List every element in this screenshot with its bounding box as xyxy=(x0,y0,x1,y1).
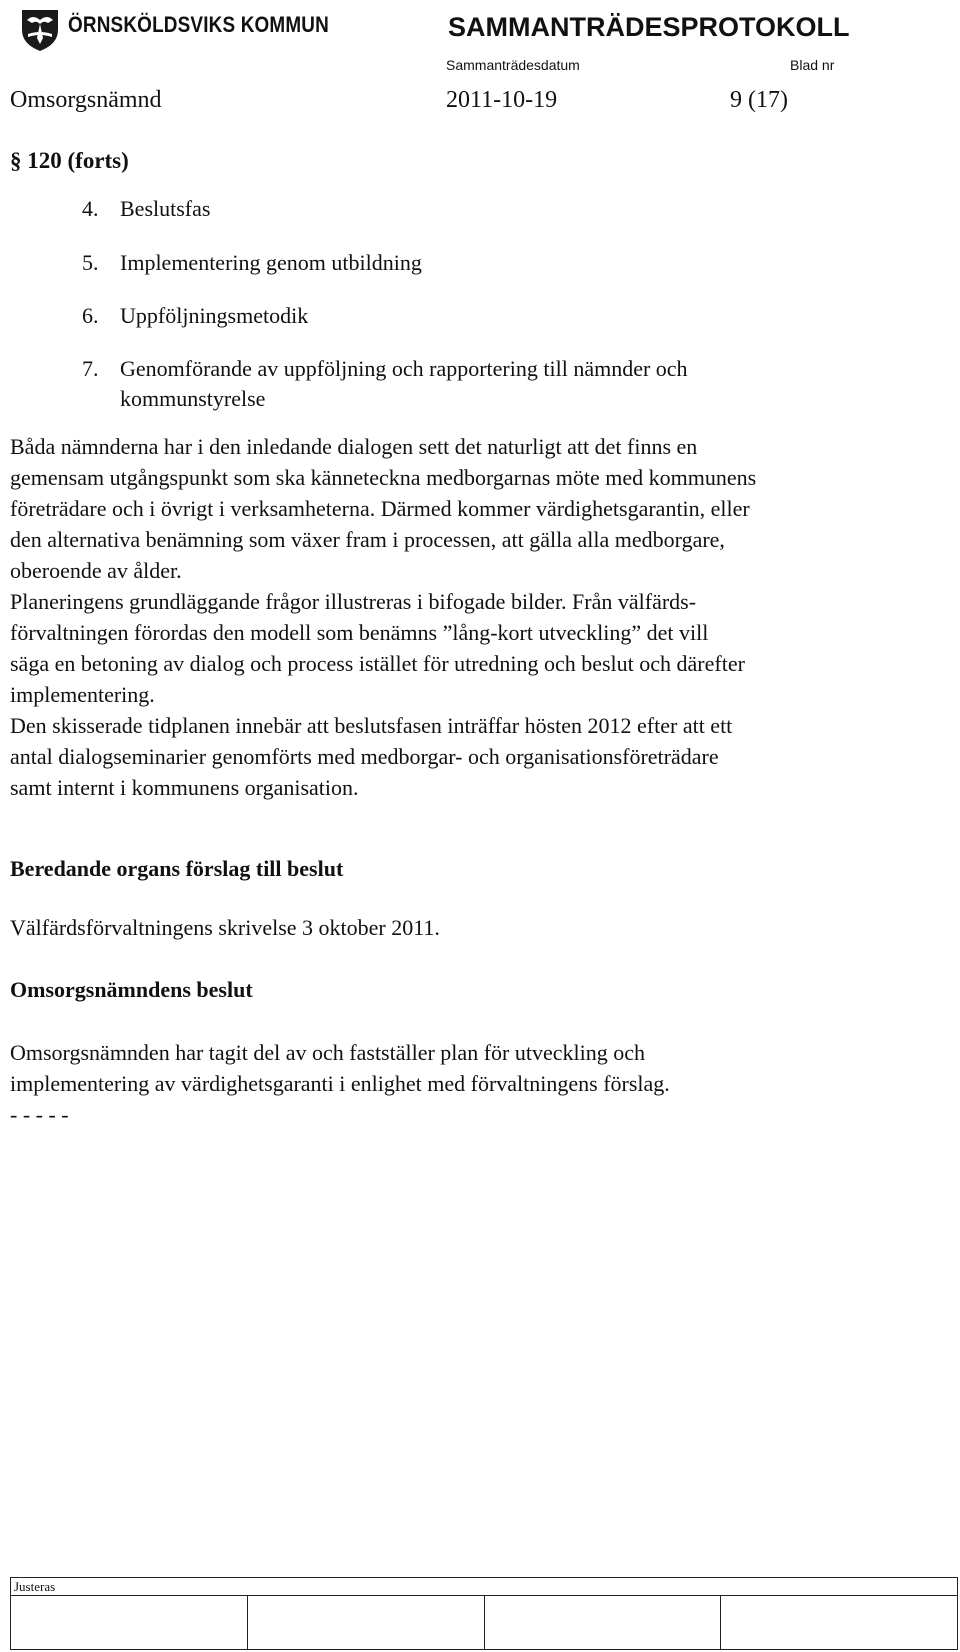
body-paragraph xyxy=(10,586,940,710)
section-symbol: § xyxy=(10,148,22,173)
list-item-number: 4. xyxy=(82,196,99,221)
coat-of-arms-icon xyxy=(18,8,62,52)
section-title xyxy=(10,148,129,174)
signature-cell xyxy=(247,1596,484,1650)
end-mark: - - - - - xyxy=(10,1102,69,1127)
municipality-name: ÖRNSKÖLDSVIKS KOMMUN xyxy=(68,12,329,37)
signature-cell xyxy=(721,1596,958,1650)
document-title: SAMMANTRÄDESPROTOKOLL xyxy=(448,12,850,42)
text-line: implementering av värdighetsgaranti i enlighet med förvaltningens förslag. xyxy=(10,1071,670,1096)
list-item-number: 7. xyxy=(82,356,99,381)
list-item-continuation: kommunstyrelse xyxy=(120,386,266,411)
list-item-number: 6. xyxy=(82,303,99,328)
signature-label: Justeras xyxy=(11,1578,958,1596)
decision-text xyxy=(10,1037,940,1130)
text-line: Båda nämnderna har i den inledande dialogen sett det naturligt att det finns en xyxy=(10,434,698,459)
signature-cell xyxy=(484,1596,721,1650)
signature-cell xyxy=(11,1596,248,1650)
text-line: oberoende av ålder. xyxy=(10,558,182,583)
date-label: Sammanträdesdatum xyxy=(446,57,580,73)
section-number: 120 (forts) xyxy=(27,148,129,173)
text-line: Den skisserade tidplanen innebär att beslutsfasen inträffar hösten 2012 efter att ett xyxy=(10,713,733,738)
text-line: implementering. xyxy=(10,682,155,707)
text-line: säga en betoning av dialog och process istället för utredning och beslut och därefter xyxy=(10,651,745,676)
decision-heading: Omsorgsnämndens beslut xyxy=(10,977,253,1002)
proposal-text: Välfärdsförvaltningens skrivelse 3 oktober 2011. xyxy=(10,915,440,940)
text-line: antal dialogseminarier genomförts med medborgar- och organisationsföreträdare xyxy=(10,744,719,769)
body-paragraph xyxy=(10,710,940,803)
text-line: den alternativa benämning som växer fram i processen, att gälla alla medborgare, xyxy=(10,527,725,552)
page-number: 9 (17) xyxy=(730,87,788,113)
committee-name: Omsorgsnämnd xyxy=(10,87,162,113)
list-item xyxy=(82,303,309,329)
text-line: gemensam utgångspunkt som ska känneteckna medborgarnas möte med kommunens xyxy=(10,465,757,490)
list-item-text: Uppföljningsmetodik xyxy=(120,303,309,328)
municipality-logo xyxy=(18,8,329,52)
signature-table xyxy=(10,1577,958,1650)
list-item xyxy=(82,356,688,382)
proposal-heading: Beredande organs förslag till beslut xyxy=(10,856,344,881)
page-label: Blad nr xyxy=(790,57,835,73)
body-paragraph xyxy=(10,431,940,586)
text-line: Planeringens grundläggande frågor illustreras i bifogade bilder. Från välfärds- xyxy=(10,589,697,614)
list-item xyxy=(82,250,422,276)
meeting-date: 2011-10-19 xyxy=(446,87,558,113)
text-line: förvaltningen förordas den modell som benämns ”lång-kort utveckling” det vill xyxy=(10,620,709,645)
list-item-number: 5. xyxy=(82,250,99,275)
text-line: företrädare och i övrigt i verksamheterna. Därmed kommer värdighetsgarantin, eller xyxy=(10,496,750,521)
list-item xyxy=(82,196,211,222)
text-line: Omsorgsnämnden har tagit del av och fastställer plan för utveckling och xyxy=(10,1040,645,1065)
list-item-text: Genomförande av uppföljning och rapportering till nämnder och xyxy=(120,356,688,381)
text-line: samt internt i kommunens organisation. xyxy=(10,775,359,800)
list-item-text: Implementering genom utbildning xyxy=(120,250,422,275)
list-item-text: Beslutsfas xyxy=(120,196,211,221)
